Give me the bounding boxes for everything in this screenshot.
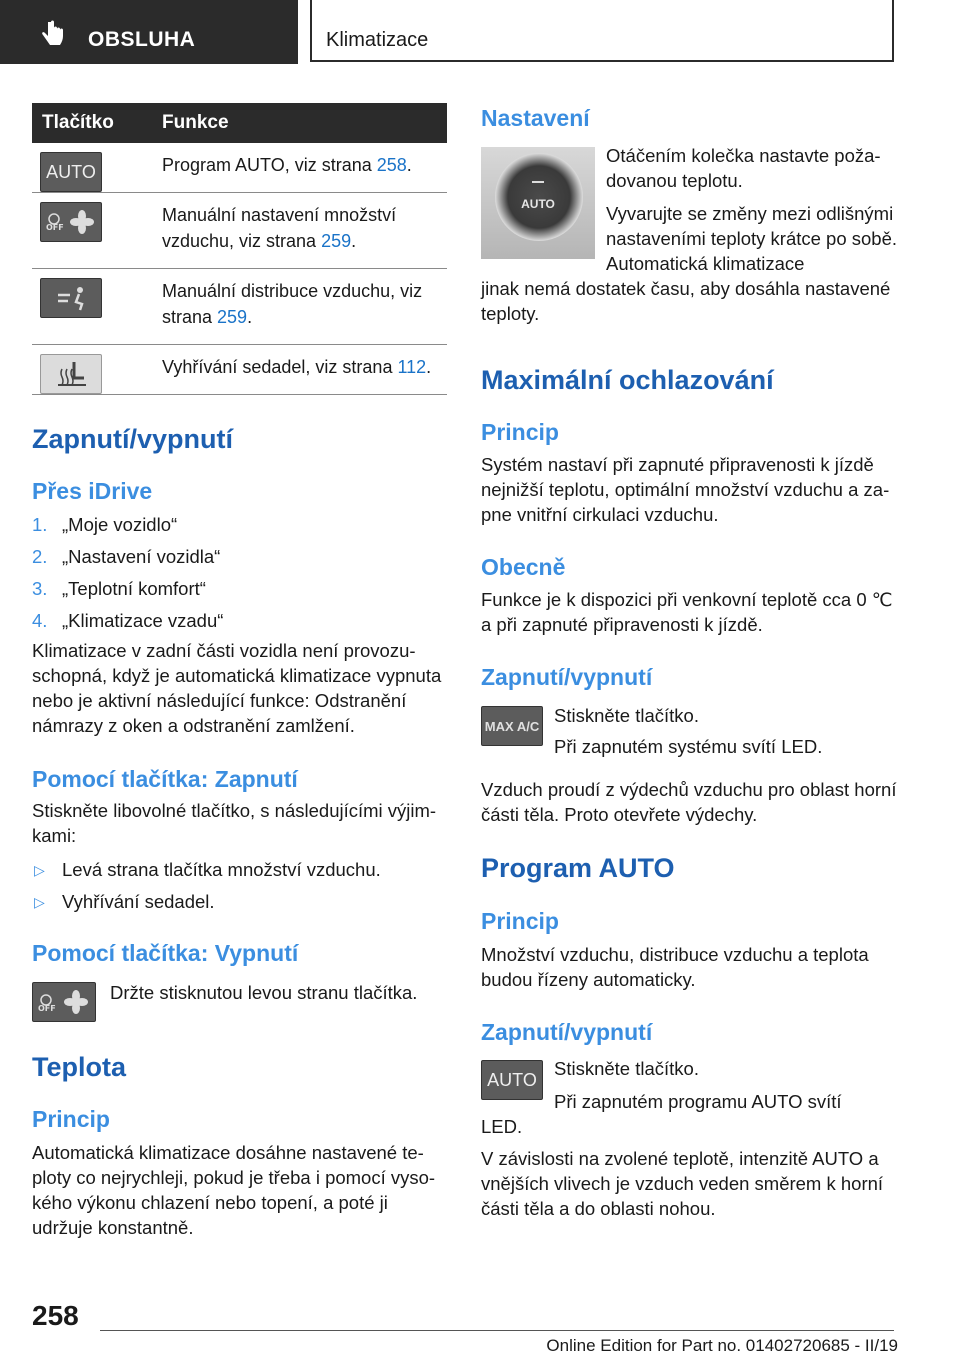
table-row: OFF Manuální nastavení množství vzduchu, viz strana 259. (32, 193, 447, 269)
page-link[interactable]: 259 (321, 231, 352, 251)
fan-off-button-icon (32, 982, 96, 1022)
page-number: 258 (32, 1300, 79, 1331)
page-link[interactable]: 112 (397, 357, 427, 377)
heading-settings: Nastavení (481, 105, 590, 131)
step-number: 4. (32, 610, 48, 631)
chapter-title: Klimatizace (326, 29, 429, 51)
bullet-text: Vyhřívání sedadel. (62, 891, 215, 912)
footer-divider (100, 1330, 894, 1331)
hand-icon (40, 20, 66, 48)
heading-onoff: Zapnutí/vypnutí (32, 424, 233, 454)
heading-max-cooling: Maximální ochlazování (481, 365, 774, 395)
fan-off-icon (40, 202, 102, 242)
button-function-table (32, 103, 447, 395)
heading-button-off: Pomocí tlačítka: Vypnutí (32, 940, 299, 966)
general-text: Funkce je k dispozici při venkovní teplotě cca 0 ℃ a při zapnuté připravenosti k jízdě. (481, 589, 893, 635)
temperature-knob-image: AUTO (481, 147, 595, 259)
svg-text:OFF: OFF (38, 1004, 56, 1013)
seat-heating-icon (40, 354, 102, 394)
section-tab (0, 0, 298, 64)
table-header-button: Tlačítko (32, 103, 162, 143)
heading-button-on: Pomocí tlačítka: Zapnutí (32, 766, 298, 792)
settings-text-1: Otáčením kolečka nastavte požadovanou teplotu. (606, 145, 881, 191)
max-ac-button-icon: MAX A/C (481, 706, 543, 746)
chapter-header (310, 0, 894, 62)
step-text: „Nastavení vozidla“ (62, 546, 221, 567)
auto-led-text: Při zapnutém programu AUTO svítí (554, 1091, 842, 1112)
auto-principle: Množství vzduchu, distribuce vzduchu a teplota budou řízeny automaticky. (481, 944, 869, 990)
page-link[interactable]: 258 (376, 155, 407, 175)
section-title: OBSLUHA (88, 28, 196, 51)
table-header-function: Funkce (162, 103, 447, 143)
heading-idrive: Přes iDrive (32, 478, 153, 504)
heading-onoff: Zapnutí/vypnutí (481, 1019, 653, 1045)
auto-note: V závislosti na zvolené teplotě, intenzitě AUTO a vnějších vlivech je vzduch veden směrem k horní části těla a do oblasti nohou. (481, 1148, 884, 1219)
auto-button-icon: AUTO (481, 1060, 543, 1100)
heading-principle: Princip (32, 1106, 110, 1132)
max-ac-led-text: Při zapnutém systému svítí LED. (554, 736, 823, 757)
temperature-text: Automatická klimatizace dosáhne nastavené teploty co nejrychleji, pokud je třeba i pomocí vysokého výkonu chlazení nebo topení, a poté ji udržuje konstantně. (32, 1142, 436, 1238)
heading-general: Obecně (481, 554, 566, 580)
max-ac-note: Vzduch proudí z výdechů vzduchu pro oblast horní části těla. Proto otevřete výdechy. (481, 779, 897, 825)
page-link[interactable]: 259 (217, 307, 248, 327)
step-number: 2. (32, 546, 48, 567)
step-text: „Teplotní komfort“ (62, 578, 206, 599)
bullet-triangle-icon: ▷ (34, 862, 45, 878)
heading-principle: Princip (481, 419, 559, 445)
press-button-text: Stiskněte tlačítko. (554, 705, 699, 726)
table-row: Vyhřívání sedadel, viz strana 112. (32, 345, 447, 395)
step-text: „Klimatizace vzadu“ (62, 610, 224, 631)
settings-text-2a: Vyvarujte se změny mezi odlišnými nastaveními teploty krátce po sobě. Automatická klimatizace (606, 203, 898, 274)
auto-led-text-cont: LED. (481, 1116, 523, 1137)
step-text: „Moje vozidlo“ (62, 514, 178, 535)
auto-button-icon: AUTO (40, 152, 102, 192)
button-on-text: Stiskněte libovolné tlačítko, s následujícími výjimkami: (32, 800, 437, 846)
svg-text:OFF: OFF (46, 223, 64, 232)
step-number: 1. (32, 514, 48, 535)
heading-onoff: Zapnutí/vypnutí (481, 664, 653, 690)
button-off-text: Držte stisknutou levou stranu tlačítka. (110, 982, 418, 1003)
table-row: AUTO Program AUTO, viz strana 258. (32, 143, 447, 193)
bullet-text: Levá strana tlačítka množství vzduchu. (62, 859, 381, 880)
settings-text-2b: jinak nemá dostatek času, aby dosáhla nastavené teploty. (481, 278, 891, 324)
press-button-text: Stiskněte tlačítko. (554, 1058, 699, 1079)
footer-edition: Online Edition for Part no. 01402720685 - II/19 (546, 1336, 898, 1355)
heading-auto-program: Program AUTO (481, 853, 675, 883)
bullet-triangle-icon: ▷ (34, 894, 45, 910)
step-number: 3. (32, 578, 48, 599)
air-distribution-icon (40, 278, 102, 318)
table-row: Manuální distribuce vzduchu, viz strana 259. (32, 269, 447, 345)
heading-principle: Princip (481, 908, 559, 934)
max-cooling-principle: Systém nastaví při zapnuté připravenosti k jízdě nejnižší teplotu, optimální množství vzduchu a zapne vnitřní cirkulaci vzduchu. (481, 454, 890, 525)
idrive-note: Klimatizace v zadní části vozidla není provozuschopná, když je automatická klimatizace vypnuta nebo je aktivní následující funkce: Odstranění námrazy z oken a odstranění zamlžení. (32, 640, 442, 736)
heading-temperature: Teplota (32, 1052, 126, 1082)
